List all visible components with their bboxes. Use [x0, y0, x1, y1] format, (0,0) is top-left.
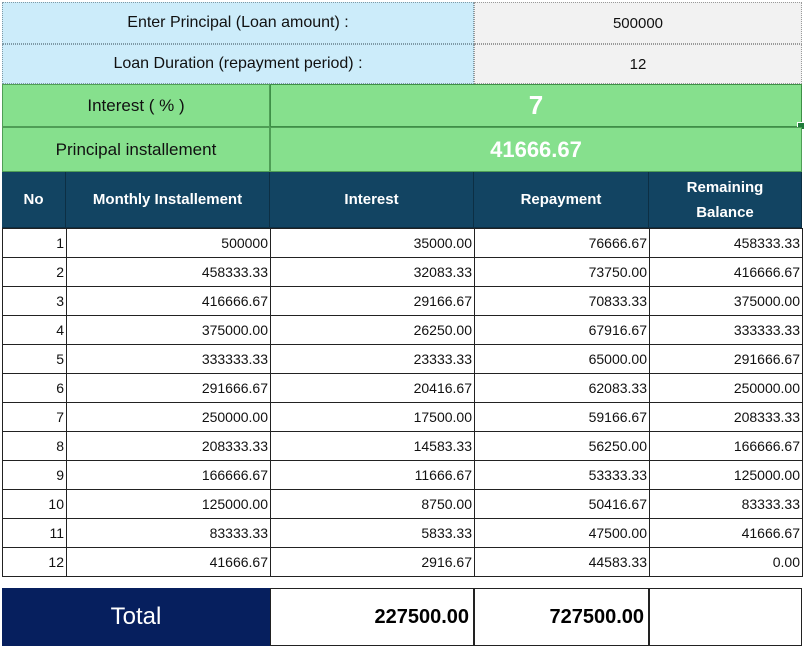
principal-installement-value[interactable]: 41666.67: [270, 127, 802, 172]
monthly-installement-cell[interactable]: 125000.00: [67, 490, 271, 519]
table-row: [3, 258, 803, 287]
principal-label: Enter Principal (Loan amount) :: [2, 2, 474, 44]
amortization-table: [2, 228, 803, 577]
table-row: [3, 287, 803, 316]
monthly-installement-cell[interactable]: 333333.33: [67, 345, 271, 374]
table-row: [3, 548, 803, 577]
row-no-cell[interactable]: 6: [3, 374, 67, 403]
interest-cell[interactable]: 8750.00: [271, 490, 475, 519]
remaining-balance-cell[interactable]: 41666.67: [650, 519, 803, 548]
row-no-cell[interactable]: 3: [3, 287, 67, 316]
repayment-cell[interactable]: 53333.33: [475, 461, 650, 490]
header-monthly-installement: Monthly Installement: [66, 172, 270, 228]
header-interest: Interest: [270, 172, 474, 228]
header-repayment: Repayment: [474, 172, 649, 228]
table-row: [3, 229, 803, 258]
remaining-balance-cell[interactable]: 83333.33: [650, 490, 803, 519]
table-row: [3, 345, 803, 374]
remaining-balance-cell[interactable]: 0.00: [650, 548, 803, 577]
interest-cell[interactable]: 2916.67: [271, 548, 475, 577]
monthly-installement-cell[interactable]: 458333.33: [67, 258, 271, 287]
repayment-cell[interactable]: 65000.00: [475, 345, 650, 374]
total-interest-cell[interactable]: 227500.00: [270, 588, 474, 646]
monthly-installement-cell[interactable]: 375000.00: [67, 316, 271, 345]
remaining-balance-cell[interactable]: 166666.67: [650, 432, 803, 461]
duration-input-cell[interactable]: 12: [474, 44, 802, 84]
table-row: [3, 461, 803, 490]
remaining-balance-cell[interactable]: 375000.00: [650, 287, 803, 316]
row-no-cell[interactable]: 11: [3, 519, 67, 548]
row-no-cell[interactable]: 5: [3, 345, 67, 374]
repayment-cell[interactable]: 62083.33: [475, 374, 650, 403]
row-no-cell[interactable]: 8: [3, 432, 67, 461]
table-row: [3, 403, 803, 432]
row-no-cell[interactable]: 12: [3, 548, 67, 577]
interest-cell[interactable]: 11666.67: [271, 461, 475, 490]
interest-cell[interactable]: 20416.67: [271, 374, 475, 403]
table-row: [3, 519, 803, 548]
interest-value: 7: [528, 90, 544, 120]
interest-cell[interactable]: 23333.33: [271, 345, 475, 374]
interest-cell[interactable]: 26250.00: [271, 316, 475, 345]
monthly-installement-cell[interactable]: 166666.67: [67, 461, 271, 490]
monthly-installement-cell[interactable]: 83333.33: [67, 519, 271, 548]
monthly-installement-cell[interactable]: 416666.67: [67, 287, 271, 316]
table-row: [3, 490, 803, 519]
header-remaining-balance: Remaining Balance: [649, 172, 802, 228]
repayment-cell[interactable]: 44583.33: [475, 548, 650, 577]
principal-installement-label: Principal installement: [2, 127, 270, 172]
principal-input-cell[interactable]: 500000: [474, 2, 802, 44]
monthly-installement-cell[interactable]: 208333.33: [67, 432, 271, 461]
header-no: No: [2, 172, 66, 228]
interest-cell[interactable]: 5833.33: [271, 519, 475, 548]
remaining-balance-cell[interactable]: 291666.67: [650, 345, 803, 374]
row-no-cell[interactable]: 10: [3, 490, 67, 519]
interest-cell[interactable]: 29166.67: [271, 287, 475, 316]
interest-cell[interactable]: 35000.00: [271, 229, 475, 258]
row-no-cell[interactable]: 1: [3, 229, 67, 258]
total-repayment-cell[interactable]: 727500.00: [474, 588, 649, 646]
remaining-balance-cell[interactable]: 208333.33: [650, 403, 803, 432]
interest-cell[interactable]: 32083.33: [271, 258, 475, 287]
repayment-cell[interactable]: 56250.00: [475, 432, 650, 461]
interest-label: Interest ( % ): [2, 84, 270, 127]
total-label: Total: [2, 588, 270, 646]
monthly-installement-cell[interactable]: 41666.67: [67, 548, 271, 577]
interest-cell[interactable]: 17500.00: [271, 403, 475, 432]
interest-cell[interactable]: 14583.33: [271, 432, 475, 461]
row-no-cell[interactable]: 7: [3, 403, 67, 432]
monthly-installement-cell[interactable]: 500000: [67, 229, 271, 258]
remaining-balance-cell[interactable]: 250000.00: [650, 374, 803, 403]
row-no-cell[interactable]: 4: [3, 316, 67, 345]
repayment-cell[interactable]: 47500.00: [475, 519, 650, 548]
amortization-table-body: [3, 229, 803, 577]
remaining-balance-cell[interactable]: 333333.33: [650, 316, 803, 345]
monthly-installement-cell[interactable]: 291666.67: [67, 374, 271, 403]
remaining-balance-cell[interactable]: 458333.33: [650, 229, 803, 258]
repayment-cell[interactable]: 50416.67: [475, 490, 650, 519]
repayment-cell[interactable]: 70833.33: [475, 287, 650, 316]
repayment-cell[interactable]: 67916.67: [475, 316, 650, 345]
interest-value-cell[interactable]: [270, 84, 802, 127]
row-no-cell[interactable]: 9: [3, 461, 67, 490]
duration-label: Loan Duration (repayment period) :: [2, 44, 474, 84]
remaining-balance-cell[interactable]: 125000.00: [650, 461, 803, 490]
total-balance-cell[interactable]: [649, 588, 802, 646]
row-no-cell[interactable]: 2: [3, 258, 67, 287]
remaining-balance-cell[interactable]: 416666.67: [650, 258, 803, 287]
table-row: [3, 316, 803, 345]
repayment-cell[interactable]: 76666.67: [475, 229, 650, 258]
monthly-installement-cell[interactable]: 250000.00: [67, 403, 271, 432]
table-row: [3, 432, 803, 461]
table-row: [3, 374, 803, 403]
repayment-cell[interactable]: 73750.00: [475, 258, 650, 287]
repayment-cell[interactable]: 59166.67: [475, 403, 650, 432]
